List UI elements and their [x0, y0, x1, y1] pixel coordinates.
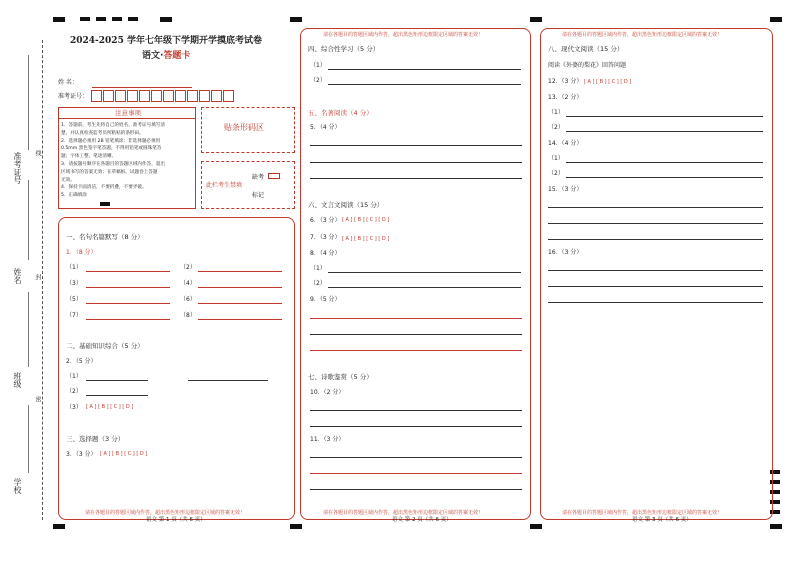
side-label-class: 班级	[13, 372, 22, 388]
id-digit-box[interactable]	[187, 90, 198, 102]
id-digit-box[interactable]	[139, 90, 150, 102]
section-title: 四、综合性学习（5 分）	[308, 45, 380, 53]
answer-line[interactable]	[328, 84, 521, 85]
blank-label: （2）	[180, 264, 196, 271]
section-title: 二、基础知识综合（5 分）	[66, 342, 144, 350]
answer-line[interactable]	[548, 270, 763, 271]
timing-mark	[53, 524, 65, 529]
exam-title: 2024-2025 学年七年级下学期开学摸底考试卷	[70, 36, 262, 46]
page-footer: 语文 第 3 页（共 6 页）	[632, 517, 692, 523]
answer-line[interactable]	[198, 319, 282, 320]
blank-label: （1）	[66, 264, 82, 271]
answer-line[interactable]	[310, 473, 522, 474]
timing-mark	[290, 524, 302, 529]
barcode-label: 贴条形码区	[224, 123, 264, 132]
timing-mark	[128, 17, 138, 21]
question-number: 5．（4 分）	[310, 124, 341, 131]
notice-item: 3．请按题号顺序在各题目的答题区域内作答，超出	[61, 161, 165, 167]
blank-label: （4）	[180, 280, 196, 287]
notice-item: 0.5mm 黑色签字笔答题，不得用铅笔或圆珠笔答	[61, 146, 162, 152]
answer-line[interactable]	[310, 350, 522, 351]
side-seal-secret: 密	[34, 396, 41, 402]
question-number: 6．（3 分）	[310, 217, 341, 224]
absent-label: 缺考	[252, 174, 265, 181]
blank-label: （2）	[310, 280, 326, 287]
answer-line[interactable]	[566, 177, 763, 178]
side-line-school	[28, 405, 29, 473]
timing-mark	[160, 17, 172, 22]
id-number-boxes[interactable]	[91, 90, 237, 102]
blank-label: （8）	[180, 312, 196, 319]
id-digit-box[interactable]	[175, 90, 186, 102]
answer-line[interactable]	[328, 272, 521, 273]
notice-item: 1．答题前，考生先将自己的姓名、准考证号填写清	[61, 123, 165, 128]
page-footer: 语文 第 1 页（共 6 页）	[146, 517, 206, 523]
name-input-line[interactable]	[92, 87, 192, 88]
question-number: 3．（3 分）	[66, 451, 97, 458]
choice-options[interactable]: [ A ] [ B ] [ C ] [ D ]	[86, 404, 134, 410]
answer-line[interactable]	[310, 318, 522, 319]
forbidden-note: 此栏考生禁填	[206, 182, 243, 189]
answer-line[interactable]	[548, 239, 763, 240]
timing-mark	[80, 17, 90, 21]
answer-line[interactable]	[548, 207, 763, 208]
blank-label: （1）	[548, 109, 564, 116]
notice-divider	[58, 118, 196, 119]
timing-mark	[96, 17, 106, 21]
blank-label: （2）	[66, 388, 82, 395]
blank-label: （1）	[548, 155, 564, 162]
answer-line[interactable]	[548, 223, 763, 224]
id-digit-box[interactable]	[223, 90, 234, 102]
answer-line[interactable]	[310, 489, 522, 490]
answer-line[interactable]	[548, 286, 763, 287]
choice-options[interactable]: [ A ] [ B ] [ C ] [ D ]	[584, 79, 632, 85]
notice-title: 注意事项	[115, 109, 141, 117]
panel-warning: 请在各题目的答题区域内作答，超出黑色矩形边框限定区域的答案无效！	[85, 510, 246, 516]
notice-list	[61, 122, 195, 200]
question-number: 9．（5 分）	[310, 296, 341, 303]
question-number: 8．（4 分）	[310, 250, 341, 257]
answer-line[interactable]	[566, 162, 763, 163]
question-number: 1．（8 分）	[66, 249, 97, 256]
question-number: 13．（2 分）	[548, 94, 583, 101]
id-digit-box[interactable]	[115, 90, 126, 102]
answer-line[interactable]	[548, 302, 763, 303]
mark-label: 标记	[252, 192, 265, 199]
notice-item: 2．选择题必须用 2B 铅笔填涂；非选择题必须用	[61, 138, 161, 144]
answer-line[interactable]	[198, 271, 282, 272]
timing-mark	[770, 524, 782, 529]
side-line-name	[28, 180, 29, 260]
panel-warning: 请在各题目的答题区域内作答，超出黑色矩形边框限定区域的答案无效！	[323, 32, 484, 38]
blank-label: （2）	[548, 124, 564, 131]
question-number: 7．（3 分）	[310, 234, 341, 241]
subject-name: 语文·	[142, 51, 164, 61]
choice-options[interactable]: [ A ] [ B ] [ C ] [ D ]	[100, 451, 148, 457]
binding-line	[42, 40, 43, 520]
question-number: 11．（3 分）	[310, 436, 345, 443]
panel-warning: 请在各题目的答题区域内作答，超出黑色矩形边框限定区域的答案无效！	[562, 32, 723, 38]
blank-label: （2）	[310, 77, 326, 84]
timing-mark	[770, 17, 782, 22]
question-number: 16．（3 分）	[548, 249, 583, 256]
answer-line[interactable]	[198, 303, 282, 304]
timing-mark	[530, 524, 542, 529]
side-label-name: 姓名	[13, 268, 22, 284]
section-title: 三、选择题（3 分）	[66, 435, 125, 443]
answer-line[interactable]	[86, 303, 170, 304]
side-label-school: 学校	[13, 478, 22, 494]
panel-warning: 请在各题目的答题区域内作答，超出黑色矩形边框限定区域的答案无效！	[323, 510, 484, 516]
blank-label: （3）	[66, 280, 82, 287]
answer-line[interactable]	[328, 69, 521, 70]
answer-line[interactable]	[86, 380, 148, 381]
section-title: 一、名句名篇默写（8 分）	[66, 233, 144, 241]
answer-line[interactable]	[198, 287, 282, 288]
answer-card-label: 答题卡	[163, 51, 191, 61]
timing-mark	[530, 17, 542, 22]
blank-label: （7）	[66, 312, 82, 319]
id-digit-box[interactable]	[163, 90, 174, 102]
panel-warning: 请在各题目的答题区域内作答，超出黑色矩形边框限定区域的答案无效！	[562, 510, 723, 516]
answer-line[interactable]	[566, 116, 763, 117]
choice-options[interactable]: [ A ] [ B ] [ C ] [ D ]	[342, 217, 390, 223]
side-line-class	[28, 292, 29, 367]
notice-item: 4．保持卡面清洁，不要折叠，不要弄破。	[61, 185, 147, 191]
filled-mark-example	[100, 202, 110, 206]
id-digit-box[interactable]	[151, 90, 162, 102]
id-digit-box[interactable]	[91, 90, 102, 102]
id-digit-box[interactable]	[127, 90, 138, 102]
answer-line[interactable]	[566, 131, 763, 132]
side-line-id	[28, 55, 29, 150]
answer-line[interactable]	[86, 271, 170, 272]
notice-item: 区域书写的答案无效；在草稿纸、试题卷上答题	[61, 169, 158, 175]
notice-item: 楚，并认真检查监考员所粘贴的条形码。	[61, 130, 144, 136]
answer-panel-2	[300, 28, 531, 520]
answer-panel-1	[58, 217, 295, 520]
page-footer: 语文 第 2 页（共 6 页）	[392, 517, 452, 523]
question-number: 2．（5 分）	[66, 358, 97, 365]
timing-mark	[53, 17, 65, 22]
blank-label: （1）	[310, 62, 326, 69]
answer-line[interactable]	[310, 426, 522, 427]
notice-item: 题；字体工整、笔迹清晰。	[61, 154, 117, 160]
id-digit-box[interactable]	[211, 90, 222, 102]
blank-label: （3）	[66, 404, 82, 411]
section-title: 六、文言文阅读（15 分）	[308, 201, 384, 209]
answer-line[interactable]	[328, 287, 521, 288]
question-number: 15．（3 分）	[548, 186, 583, 193]
blank-label: （1）	[66, 373, 82, 380]
side-seal-seal: 封	[34, 274, 41, 280]
answer-line[interactable]	[310, 178, 522, 179]
blank-label: （6）	[180, 296, 196, 303]
question-number: 10．（2 分）	[310, 389, 345, 396]
side-seal-line: 线	[34, 150, 41, 156]
answer-line[interactable]	[86, 319, 170, 320]
answer-line[interactable]	[86, 287, 170, 288]
passage-instruction: 阅读《外婆的梨花》回答问题	[548, 62, 627, 69]
id-digit-box[interactable]	[103, 90, 114, 102]
section-title: 七、诗歌鉴赏（5 分）	[308, 373, 373, 381]
id-label: 准考证号：	[58, 93, 89, 100]
choice-options[interactable]: [ A ] [ B ] [ C ] [ D ]	[342, 236, 390, 242]
section-title: 八、现代文阅读（15 分）	[548, 45, 624, 53]
blank-label: （1）	[310, 265, 326, 272]
timing-mark	[112, 17, 122, 21]
subject-title	[142, 52, 190, 61]
name-label: 姓 名：	[58, 79, 78, 86]
question-number: 14．（4 分）	[548, 140, 583, 147]
answer-line[interactable]	[310, 457, 522, 458]
answer-line[interactable]	[86, 395, 148, 396]
answer-line[interactable]	[310, 410, 522, 411]
side-label-id: 准考证号	[13, 152, 22, 184]
absent-checkbox[interactable]	[268, 173, 280, 179]
notice-item: 5．正确填涂	[61, 193, 87, 199]
blank-label: （5）	[66, 296, 82, 303]
blank-label: （2）	[548, 170, 564, 177]
answer-panel-3	[540, 28, 773, 520]
answer-line[interactable]	[310, 334, 522, 335]
notice-item: 无效。	[61, 177, 75, 183]
id-digit-box[interactable]	[199, 90, 210, 102]
section-title: 五、名著阅读（4 分）	[308, 109, 373, 117]
question-number: 12．（3 分）	[548, 78, 583, 85]
answer-line[interactable]	[310, 145, 522, 146]
answer-line[interactable]	[310, 162, 522, 163]
timing-mark	[290, 17, 302, 22]
answer-line[interactable]	[188, 380, 268, 381]
